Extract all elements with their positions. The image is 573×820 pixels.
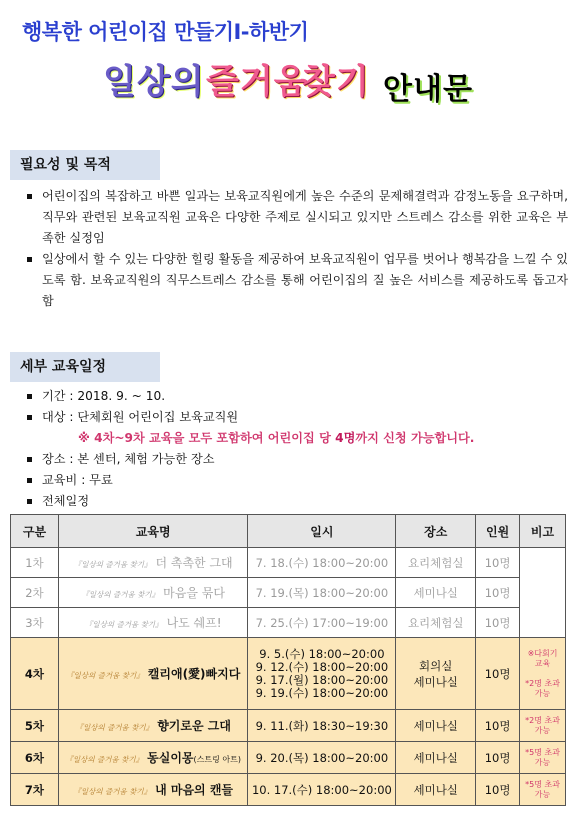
cell-people: 10명 [476, 774, 520, 806]
header-place: 장소 [396, 515, 476, 548]
header-round: 구분 [11, 515, 59, 548]
cell-datetime [248, 742, 396, 774]
cell-datetime [248, 774, 396, 806]
cell-people: 10명 [476, 578, 520, 608]
date-line: 9. 19.(수) 18:00~20:00 [255, 685, 389, 700]
cell-place: 세미나실 [396, 710, 476, 742]
date-line: 7. 19.(목) 18:00~20:00 [255, 585, 389, 600]
name-main: 더 촉촉한 그대 [155, 556, 233, 570]
cell-place: 세미나실 [396, 742, 476, 774]
registration-note [16, 428, 568, 449]
section-heading-purpose: 필요성 및 목적 [10, 150, 160, 180]
cell-name [58, 742, 248, 774]
title-word-4: 안내문 [383, 72, 473, 107]
info-fee: 교육비 : 무료 [16, 470, 568, 491]
name-main: 동실이몽 [147, 751, 194, 765]
purpose-item: 어린이집의 복잡하고 바쁜 일과는 보육교직원에게 높은 수준의 문제해결력과 감정노동을 요구하며, 직무와 관련된 보육교직원 교육은 다양한 주제로 실시되고 있지만 스트레스 감소를 위한 교육은 부족한 실정임 [16, 186, 568, 249]
cell-people: 10명 [476, 638, 520, 710]
cell-name [58, 774, 248, 806]
cell-people: 10명 [476, 710, 520, 742]
info-overall: 전체일정 [16, 491, 568, 512]
note-post: 까지 신청 가능합니다. [355, 431, 475, 445]
prefix: 『일상의 즐거움 찾기』 [75, 723, 154, 732]
cell-datetime [248, 608, 396, 638]
header-remark: 비고 [520, 515, 566, 548]
purpose-list [16, 186, 568, 312]
header-people: 인원 [476, 515, 520, 548]
cell-people: 10명 [476, 548, 520, 578]
cell-datetime [248, 578, 396, 608]
cell-name [58, 578, 248, 608]
cell-remark: *5명 초과 가능 [520, 742, 566, 774]
date-line: 9. 20.(목) 18:00~20:00 [255, 750, 389, 765]
cell-place: 요리체험실 [396, 608, 476, 638]
prefix: 『일상의 즐거움 찾기』 [73, 787, 152, 796]
cell-datetime [248, 638, 396, 710]
cell-round: 1차 [11, 548, 59, 578]
date-line: 9. 17.(월) 18:00~20:00 [255, 672, 389, 687]
header-name: 교육명 [58, 515, 248, 548]
page-title-top: 행복한 어린이집 만들기Ⅰ-하반기 [22, 20, 309, 44]
cell-remark: *2명 초과 가능 [520, 710, 566, 742]
prefix: 『일상의 즐거움 찾기』 [73, 560, 152, 569]
table-row [11, 548, 566, 578]
title-word-1: 일상의 [103, 62, 205, 102]
table-header-row [11, 515, 566, 548]
name-main: 향기로운 그대 [157, 719, 231, 733]
schedule-table [10, 514, 566, 806]
schedule-info-list [16, 386, 568, 512]
date-line: 7. 25.(수) 17:00~19:00 [255, 615, 389, 630]
cell-name [58, 710, 248, 742]
name-main: 내 마음의 캔들 [155, 783, 234, 797]
cell-round: 7차 [11, 774, 59, 806]
title-word-2: 즐거움 [206, 62, 308, 102]
table-row [11, 578, 566, 608]
table-row [11, 608, 566, 638]
date-line: 10. 17.(수) 18:00~20:00 [251, 782, 392, 797]
cell-name [58, 548, 248, 578]
info-period: 기간 : 2018. 9. ~ 10. [16, 386, 568, 407]
name-main: 나도 쉐프! [166, 616, 222, 630]
cell-place: 세미나실 [396, 578, 476, 608]
section-heading-schedule: 세부 교육일정 [10, 352, 160, 382]
cell-people: 10명 [476, 742, 520, 774]
table-row [11, 710, 566, 742]
name-sub: (스트링 아트) [193, 755, 241, 764]
cell-place: 세미나실 [396, 774, 476, 806]
date-line: 7. 18.(수) 18:00~20:00 [255, 555, 389, 570]
prefix: 『일상의 즐거움 찾기』 [66, 671, 144, 680]
cell-people: 10명 [476, 608, 520, 638]
purpose-item: 일상에서 할 수 있는 다양한 힐링 활동을 제공하여 보육교직원이 업무를 벗어나 행복감을 느낄 수 있도록 함. 보육교직원의 직무스트레스 감소를 통해 어린이집의 질 높은 서비스를 제공하도록 돕고자 함 [16, 249, 568, 312]
cell-name [58, 638, 248, 710]
note-pre: ※ 4차~9차 교육을 모두 포함하여 어린이집 당 [78, 431, 336, 445]
date-line: 9. 5.(수) 18:00~20:00 [259, 646, 385, 661]
cell-remark: ※다회기 교육 *2명 초과 가능 [520, 638, 566, 710]
date-line: 9. 12.(수) 18:00~20:00 [255, 659, 389, 674]
cell-name [58, 608, 248, 638]
prefix: 『일상의 즐거움 찾기』 [81, 590, 160, 599]
prefix: 『일상의 즐거움 찾기』 [65, 755, 144, 764]
name-main: 마음을 묶다 [163, 586, 225, 600]
cell-round: 2차 [11, 578, 59, 608]
cell-datetime [248, 710, 396, 742]
prefix: 『일상의 즐거움 찾기』 [84, 620, 163, 629]
header-datetime: 일시 [248, 515, 396, 548]
cell-place: 회의실 세미나실 [396, 638, 476, 710]
cell-place: 요리체험실 [396, 548, 476, 578]
info-place: 장소 : 본 센터, 체험 가능한 장소 [16, 449, 568, 470]
name-main: 캘리애(愛)빠지다 [147, 667, 241, 681]
date-line: 9. 11.(화) 18:30~19:30 [255, 718, 389, 733]
note-number: 4명 [335, 431, 356, 445]
table-row [11, 638, 566, 710]
cell-round: 4차 [11, 638, 59, 710]
cell-remark [520, 548, 566, 638]
cell-round: 5차 [11, 710, 59, 742]
cell-round: 6차 [11, 742, 59, 774]
cell-datetime [248, 548, 396, 578]
table-row [11, 774, 566, 806]
info-target: 대상 : 단체회원 어린이집 보육교직원 [16, 407, 568, 428]
cell-round: 3차 [11, 608, 59, 638]
title-word-3: 찾기 [302, 62, 370, 102]
table-row [11, 742, 566, 774]
cell-remark: *5명 초과 가능 [520, 774, 566, 806]
